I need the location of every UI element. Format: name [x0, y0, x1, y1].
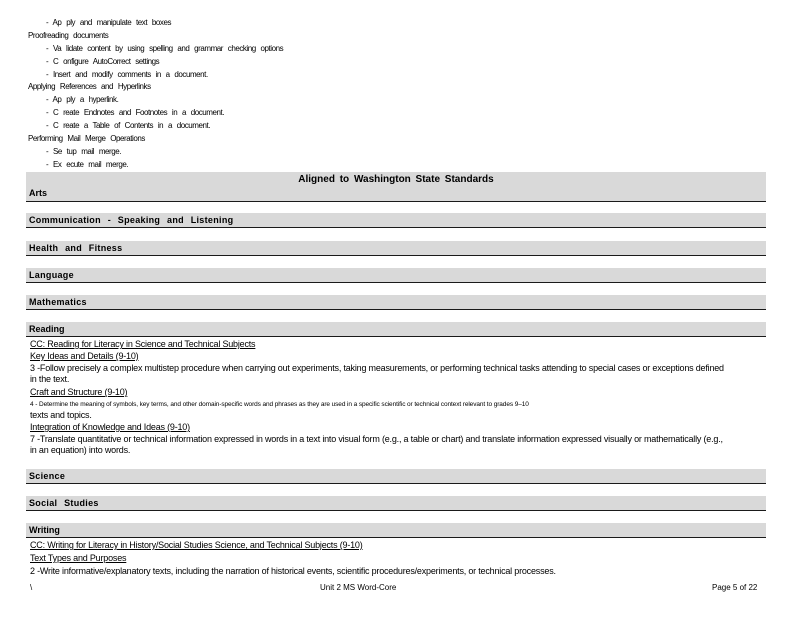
reading-cc-link[interactable]: CC: Reading for Literacy in Science and Technical Subjects [30, 339, 256, 349]
outline-subitem: - Ap ply and manipulate text boxes [46, 18, 171, 27]
footer-left: \ [30, 583, 33, 592]
section-language: Language [29, 270, 74, 280]
reading-integration: Integration of Knowledge and Ideas (9-10) [30, 422, 190, 432]
section-writing-band [26, 523, 766, 538]
outline-heading: Performing Mail Merge Operations [28, 134, 145, 144]
section-communication-band [26, 213, 766, 228]
footer-page-number: Page 5 of 22 [712, 583, 758, 592]
outline-subitem: - C onfigure AutoCorrect settings [46, 56, 160, 66]
section-science: Science [29, 471, 66, 481]
outline-subitem: - C reate Endnotes and Footnotes in a document. [46, 108, 225, 118]
reading-item-4b: texts and topics. [30, 410, 92, 420]
outline-subitem: - Insert and modify comments in a document. [46, 69, 208, 79]
standards-heading: Aligned to Washington State Standards [298, 174, 494, 185]
section-social: Social Studies [29, 498, 99, 508]
writing-item-2: 2 -Write informative/explanatory texts, including the narration of historical events, scientific procedures/experiments, or technical processes. [30, 566, 556, 576]
reading-item-4a: 4 - Determine the meaning of symbols, key terms, and other domain-specific words and phrases as they are used in a specific scientific or technical context relevant to grades 9–10 [30, 401, 529, 408]
section-writing: Writing [29, 525, 60, 535]
outline-subitem: - Ex ecute mail merge. [46, 159, 129, 169]
reading-item-3: 3 -Follow precisely a complex multistep procedure when carrying out experiments, taking measurements, or performing technical tasks attending to special cases or exceptions defined in the text. [30, 363, 724, 384]
section-mathematics: Mathematics [29, 297, 87, 307]
outline-heading: Proofreading documents [28, 30, 109, 40]
unit-outline [28, 17, 428, 172]
section-mathematics-band [26, 295, 766, 310]
section-health: Health and Fitness [29, 243, 123, 253]
outline-subitem: - Ap ply a hyperlink. [46, 95, 119, 105]
writing-text-types: Text Types and Purposes [30, 553, 127, 563]
section-science-band [26, 469, 766, 484]
section-arts: Arts [29, 188, 48, 198]
section-reading: Reading [29, 324, 65, 334]
reading-craft: Craft and Structure (9-10) [30, 387, 128, 397]
writing-cc-link[interactable]: CC: Writing for Literacy in History/Social Studies Science, and Technical Subjects (9-10) [30, 540, 363, 550]
reading-key-ideas: Key Ideas and Details (9-10) [30, 351, 139, 361]
section-social-band [26, 496, 766, 511]
section-health-band [26, 241, 766, 256]
section-language-band [26, 268, 766, 283]
footer-center: Unit 2 MS Word-Core [320, 583, 397, 592]
outline-subitem: - C reate a Table of Contents in a document. [46, 121, 211, 131]
section-reading-band [26, 322, 766, 337]
outline-subitem: - Se tup mail merge. [46, 146, 122, 156]
standards-header-band [26, 172, 766, 202]
reading-item-7: 7 -Translate quantitative or technical information expressed in words in a text into visual form (e.g., a table or chart) and translate information expressed visually or mathematically (e.g., in an equation) into words. [30, 434, 723, 455]
outline-subitem: - Va lidate content by using spelling and grammar checking options [46, 43, 284, 53]
outline-heading: Applying References and Hyperlinks [28, 82, 151, 92]
section-communication: Communication - Speaking and Listening [29, 215, 234, 225]
